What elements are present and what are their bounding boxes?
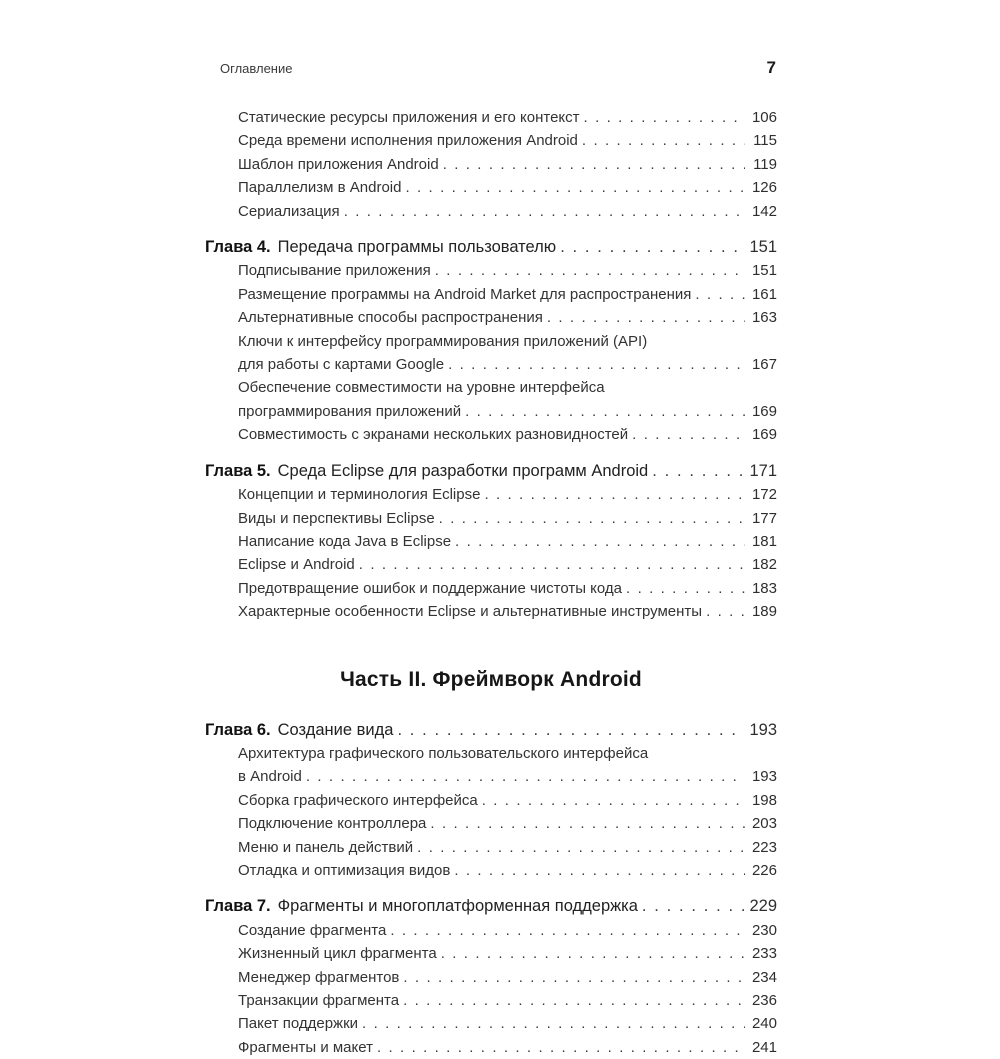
toc-chapter-entry	[205, 460, 777, 483]
toc-page-number: 171	[749, 461, 777, 480]
toc-entry-title: Концепции и терминология Eclipse	[238, 486, 481, 504]
dot-leader	[626, 577, 745, 600]
toc-entry	[205, 836, 777, 859]
toc-page-number: 119	[753, 155, 777, 173]
toc-page-number: 234	[751, 968, 777, 986]
toc-entry	[205, 330, 777, 353]
toc-page-number: 142	[751, 202, 777, 220]
toc-entry-title: Совместимость с экранами нескольких разновидностей	[238, 426, 629, 444]
toc-entry-title: Альтернативные способы распространения	[238, 309, 543, 327]
toc-entry-title: Пакет поддержки	[238, 1015, 359, 1033]
toc-entry-title: Жизненный цикл фрагмента	[238, 945, 437, 963]
dot-leader	[582, 129, 745, 152]
toc-entry	[205, 942, 777, 965]
toc-page-number: 115	[753, 132, 777, 150]
toc-entry-title: Характерные особенности Eclipse и альтернативные инструменты	[238, 603, 703, 621]
dot-leader	[443, 153, 745, 176]
toc-page-number: 167	[751, 356, 777, 374]
toc-entry-title: Меню и панель действий	[238, 838, 414, 856]
toc-page-number: 183	[751, 579, 777, 597]
toc-entry-title: Отладка и оптимизация видов	[238, 861, 451, 879]
running-header	[220, 58, 776, 78]
toc-entry-title: Менеджер фрагментов	[238, 968, 400, 986]
toc-entry	[205, 989, 777, 1012]
toc-entry-title: Обеспечение совместимости на уровне интерфейса	[238, 379, 605, 397]
toc-entry-title: в Android	[238, 768, 302, 786]
toc-entry	[205, 812, 777, 835]
dot-leader	[482, 789, 745, 812]
dot-leader	[560, 236, 745, 259]
toc-entry-title: Ключи к интерфейсу программирования приложений (API)	[238, 332, 648, 350]
toc-entry	[205, 176, 777, 199]
toc-entry	[205, 376, 777, 399]
toc-entry	[205, 153, 777, 176]
toc-page-number: 193	[751, 768, 777, 786]
toc-entry	[205, 742, 777, 765]
toc-entry-title: Создание вида	[277, 720, 394, 739]
chapter-prefix: Глава 6.	[205, 720, 271, 739]
toc-page-number: 161	[751, 285, 777, 303]
toc-page-number: 126	[751, 179, 777, 197]
toc-entry	[205, 483, 777, 506]
dot-leader	[377, 1036, 745, 1059]
toc-entry	[205, 1036, 777, 1059]
toc-entry	[205, 129, 777, 152]
toc-entry	[205, 919, 777, 942]
toc-entry	[205, 765, 777, 788]
toc-page-number: 236	[751, 992, 777, 1009]
toc-entry-title: Подписывание приложения	[238, 262, 431, 280]
toc-page-number: 198	[751, 791, 777, 809]
toc-page-number: 193	[749, 720, 777, 739]
toc-page-number: 163	[751, 309, 777, 327]
toc-entry	[205, 259, 777, 282]
chapter-prefix: Глава 7.	[205, 897, 271, 916]
dot-leader	[465, 400, 745, 423]
toc-page-number: 226	[751, 861, 777, 879]
toc-entry	[205, 507, 777, 530]
chapter-prefix: Глава 4.	[205, 238, 271, 257]
toc-page-number: 203	[751, 815, 777, 833]
toc-page-number: 182	[751, 556, 777, 574]
dot-leader	[455, 530, 745, 553]
toc-page-number: 181	[751, 532, 777, 550]
dot-leader	[547, 306, 745, 329]
dot-leader	[344, 200, 745, 223]
toc-entry	[205, 577, 777, 600]
toc-entry-title: Среда Eclipse для разработки программ Android	[277, 461, 649, 480]
toc-page-number: 106	[751, 109, 777, 126]
dot-leader	[359, 553, 745, 576]
toc-entry-title: Написание кода Java в Eclipse	[238, 532, 452, 550]
toc-entry	[205, 1012, 777, 1035]
toc-entry-title: Фрагменты и многоплатформенная поддержка	[277, 897, 638, 916]
toc-entry	[205, 283, 777, 306]
toc-entry-title: Передача программы пользователю	[277, 238, 557, 257]
dot-leader	[632, 423, 745, 446]
toc-entry-title: Предотвращение ошибок и поддержание чистоты кода	[238, 579, 623, 597]
toc-entry-title: Сериализация	[238, 202, 340, 220]
dot-leader	[405, 176, 745, 199]
toc-chapter-entry	[205, 895, 777, 918]
toc-entry	[205, 859, 777, 882]
toc-entry	[205, 530, 777, 553]
toc-entry	[205, 106, 777, 129]
toc-entry-title: Создание фрагмента	[238, 921, 387, 939]
toc-entry-title: Размещение программы на Android Market для распространения	[238, 285, 692, 303]
dot-leader	[397, 719, 745, 742]
toc-entry	[205, 423, 777, 446]
dot-leader	[706, 600, 745, 623]
toc-entry	[205, 400, 777, 423]
dot-leader	[390, 919, 745, 942]
toc-entry-title: Архитектура графического пользовательского интерфейса	[238, 744, 649, 762]
dot-leader	[642, 895, 745, 918]
toc-entry-title: Параллелизм в Android	[238, 179, 402, 197]
toc-entry-title: Шаблон приложения Android	[238, 155, 439, 173]
dot-leader	[448, 353, 745, 376]
toc-entry	[205, 306, 777, 329]
toc-page-number: 177	[751, 509, 777, 527]
toc-entry	[205, 966, 777, 989]
toc-page-number: 169	[751, 402, 777, 420]
toc-page-number: 241	[751, 1038, 777, 1056]
dot-leader	[454, 859, 745, 882]
toc-page-number: 240	[751, 1015, 777, 1033]
toc-page-number: 230	[751, 921, 777, 939]
dot-leader	[441, 942, 745, 965]
toc-page-number: 151	[749, 238, 777, 257]
dot-leader	[417, 836, 745, 859]
toc-entry-title: программирования приложений	[238, 402, 462, 420]
dot-leader	[439, 507, 745, 530]
toc-entry-title: Подключение контроллера	[238, 815, 427, 833]
toc-entry-title: Сборка графического интерфейса	[238, 791, 478, 809]
dot-leader	[403, 966, 745, 989]
toc-entry-title: Статические ресурсы приложения и его контекст	[238, 109, 580, 126]
chapter-prefix: Глава 5.	[205, 461, 271, 480]
toc-page-number: 189	[751, 603, 777, 621]
toc-page-number: 151	[751, 262, 777, 280]
dot-leader	[403, 989, 745, 1012]
toc-page-number: 169	[751, 426, 777, 444]
dot-leader	[306, 765, 745, 788]
toc-chapter-entry	[205, 236, 777, 259]
toc-entry-title: Фрагменты и макет	[238, 1038, 373, 1056]
running-header-title: Оглавление	[220, 61, 293, 76]
toc-entry	[205, 789, 777, 812]
toc-page-number: 229	[749, 897, 777, 916]
toc-entry-title: Транзакции фрагмента	[238, 992, 400, 1009]
toc-entry	[205, 353, 777, 376]
table-of-contents	[205, 106, 777, 1059]
toc-page-number: 223	[751, 838, 777, 856]
toc-entry	[205, 553, 777, 576]
toc-entry	[205, 200, 777, 223]
dot-leader	[652, 460, 745, 483]
toc-entry	[205, 600, 777, 623]
book-page	[0, 58, 1000, 1058]
toc-page-number: 172	[751, 486, 777, 504]
toc-entry-title: Среда времени исполнения приложения Android	[238, 132, 578, 150]
dot-leader	[695, 283, 745, 306]
part-heading: Часть II. Фреймворк Android	[340, 667, 642, 691]
toc-entry-title: Виды и перспективы Eclipse	[238, 509, 435, 527]
toc-page-number: 233	[751, 945, 777, 963]
toc-chapter-entry	[205, 719, 777, 742]
dot-leader	[584, 106, 745, 129]
dot-leader	[430, 812, 745, 835]
dot-leader	[362, 1012, 745, 1035]
page-number-folio: 7	[766, 58, 776, 77]
toc-entry-title: для работы с картами Google	[238, 356, 445, 374]
dot-leader	[484, 483, 745, 506]
toc-entry-title: Eclipse и Android	[238, 556, 355, 574]
dot-leader	[435, 259, 745, 282]
